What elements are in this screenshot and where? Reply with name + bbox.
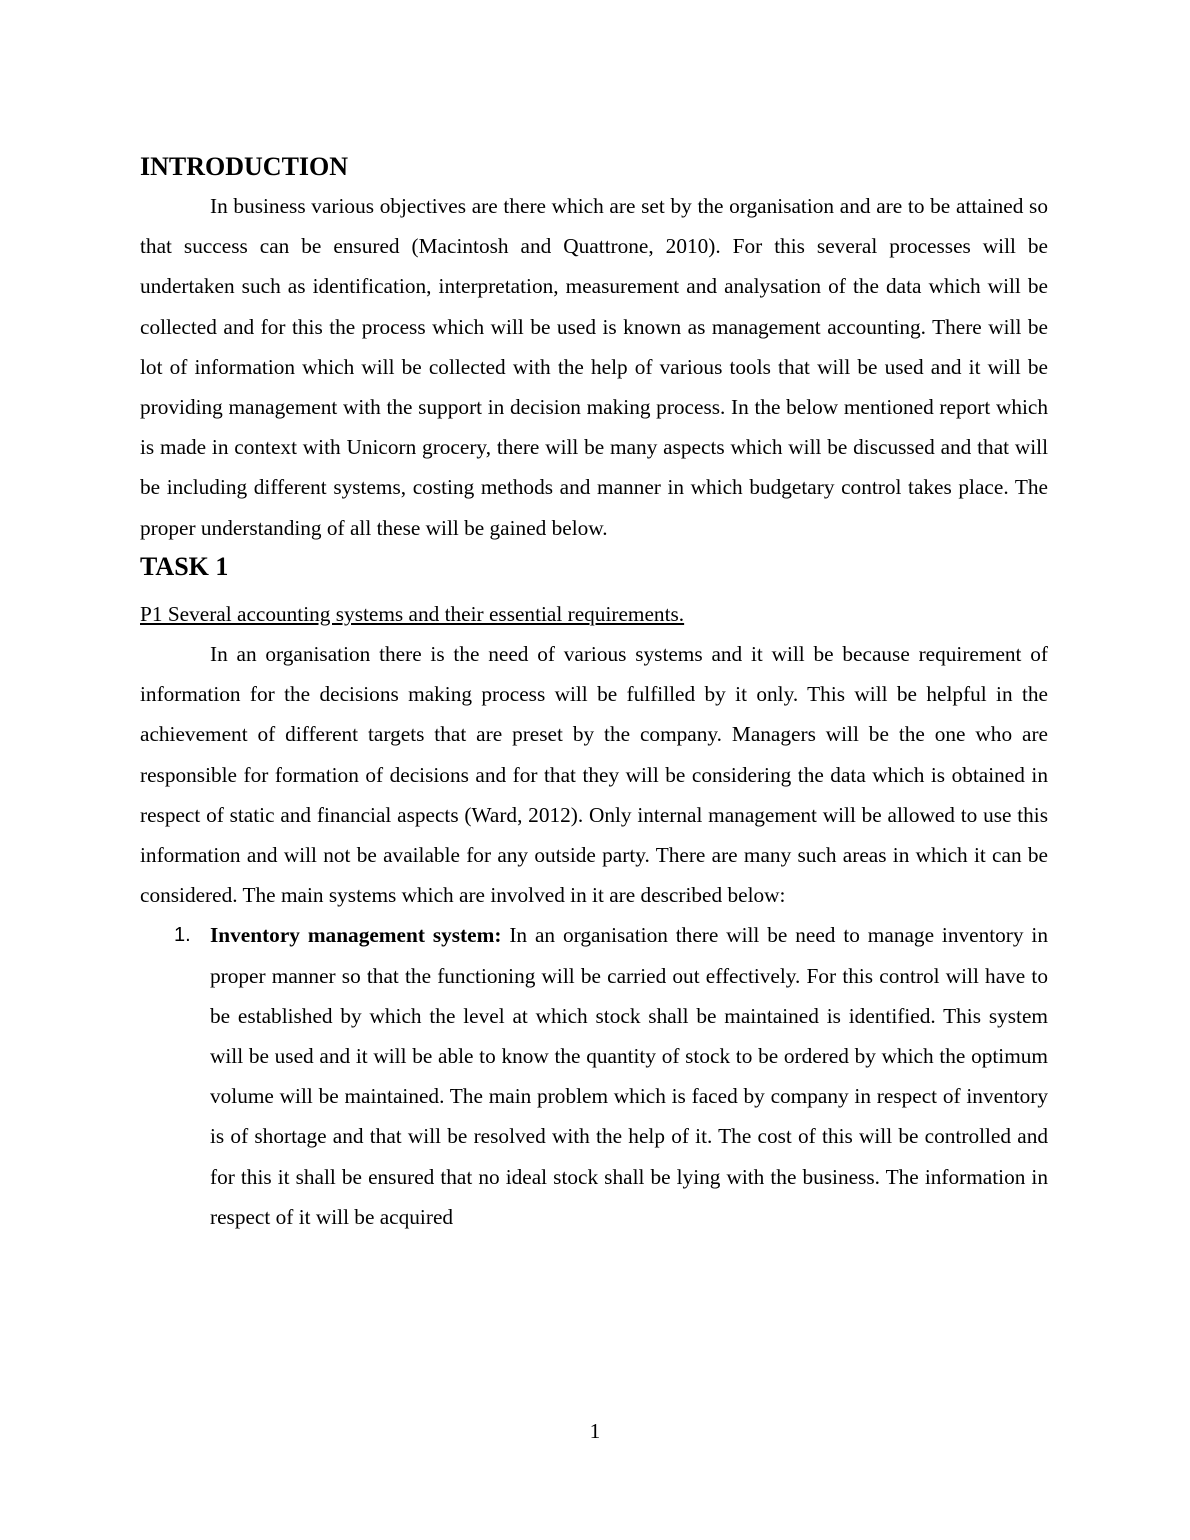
page-number: 1 — [589, 1419, 601, 1443]
task1-paragraph: In an organisation there is the need of various systems and it will be because requirement of information for the decisions making process will be fulfilled by it only. This will be helpful in the achievement of different targets that are preset by the company. Managers will be the one who are responsible for formation of decisions and for that they will be considering the data which is obtained in respect of static and financial aspects (Ward, 2012). Only internal management will be allowed to use this information and will not be available for any outside party. There are many such areas in which it can be considered. The main systems which are involved in it are described below: — [140, 642, 1048, 908]
systems-list — [140, 915, 1048, 1237]
introduction-paragraph: In business various objectives are there which are set by the organisation and are to be attained so that success can be ensured (Macintosh and Quattrone, 2010). For this several processes will be undertaken such as identification, interpretation, measurement and analysation of the data which will be collected and for this the process which will be used is known as management accounting. There will be lot of information which will be collected with the help of various tools that will be used and it will be providing management with the support in decision making process. In the below mentioned report which is made in context with Unicorn grocery, there will be many aspects which will be discussed and that will be including different systems, costing methods and manner in which budgetary control takes place. The proper understanding of all these will be gained below. — [140, 194, 1048, 540]
task1-subheading: P1 Several accounting systems and their essential requirements. — [140, 601, 685, 626]
list-marker: 1. — [174, 924, 191, 947]
list-item-term: Inventory management system: — [210, 923, 502, 948]
introduction-heading: INTRODUCTION — [140, 152, 349, 181]
list-item — [140, 915, 1048, 1237]
task1-heading: TASK 1 — [140, 551, 229, 581]
list-item-text: In an organisation there will be need to manage inventory in proper manner so that the functioning will be carried out effectively. For this control will have to be established by which the level at which stock shall be maintained is identified. This system will be used and it will be able to know the quantity of stock to be ordered by which the optimum volume will be maintained. The main problem which is faced by company in respect of inventory is of shortage and that will be resolved with the help of it. The cost of this will be controlled and for this it shall be ensured that no ideal stock shall be lying with the business. The information in respect of it will be acquired — [210, 923, 1048, 1229]
document-body — [140, 148, 1048, 1237]
